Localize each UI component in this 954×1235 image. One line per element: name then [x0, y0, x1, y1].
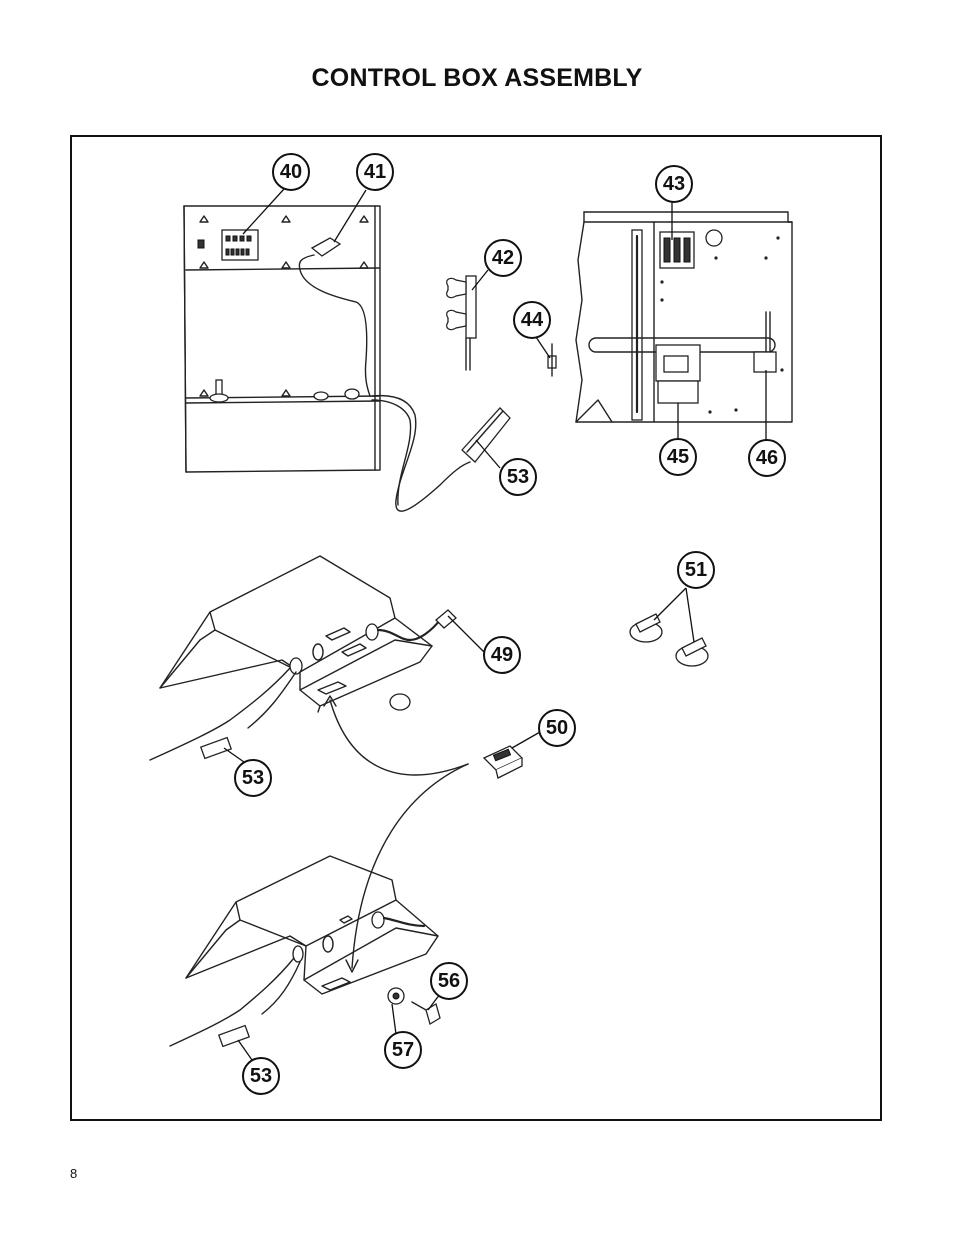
svg-text:46: 46: [755, 447, 779, 469]
callout-46: [749, 440, 785, 476]
callout-53-top: [500, 459, 536, 495]
callout-49: [484, 637, 520, 673]
callout-53-bottom: [243, 1058, 279, 1094]
callout-50: [539, 710, 575, 746]
svg-text:40: 40: [279, 161, 303, 183]
probe-bracket: [447, 276, 476, 370]
callout-53-middle: [235, 760, 271, 796]
callout-45: [660, 439, 696, 475]
callout-51: [678, 552, 714, 588]
callout-57: [385, 1032, 421, 1068]
callout-labels: [224, 154, 785, 1094]
callout-43: [656, 166, 692, 202]
callout-41: [357, 154, 393, 190]
small-clip-part: [548, 344, 556, 376]
svg-text:44: 44: [520, 309, 544, 331]
svg-text:53: 53: [249, 1065, 273, 1087]
control-box-interior-view: [576, 212, 792, 422]
svg-text:56: 56: [437, 970, 461, 992]
control-box-assembly-upper: [150, 556, 456, 760]
assembly-arrows: [324, 696, 468, 972]
svg-text:49: 49: [490, 644, 514, 666]
svg-text:51: 51: [684, 559, 708, 581]
svg-text:57: 57: [391, 1039, 415, 1061]
callout-42: [485, 240, 521, 276]
rocker-switch: [484, 746, 522, 778]
svg-text:50: 50: [545, 717, 569, 739]
svg-text:53: 53: [506, 466, 530, 488]
svg-text:41: 41: [363, 161, 387, 183]
svg-text:45: 45: [666, 446, 690, 468]
page-number: 8: [70, 1166, 78, 1181]
control-knobs: [630, 614, 708, 666]
callout-56: [431, 963, 467, 999]
page-title: CONTROL BOX ASSEMBLY: [311, 64, 643, 92]
control-box-assembly-lower: [170, 856, 440, 1046]
callout-44: [514, 302, 550, 338]
svg-text:43: 43: [662, 173, 686, 195]
callout-40: [273, 154, 309, 190]
svg-text:42: 42: [491, 247, 515, 269]
svg-text:53: 53: [241, 767, 265, 789]
front-panel-view: [184, 206, 510, 511]
